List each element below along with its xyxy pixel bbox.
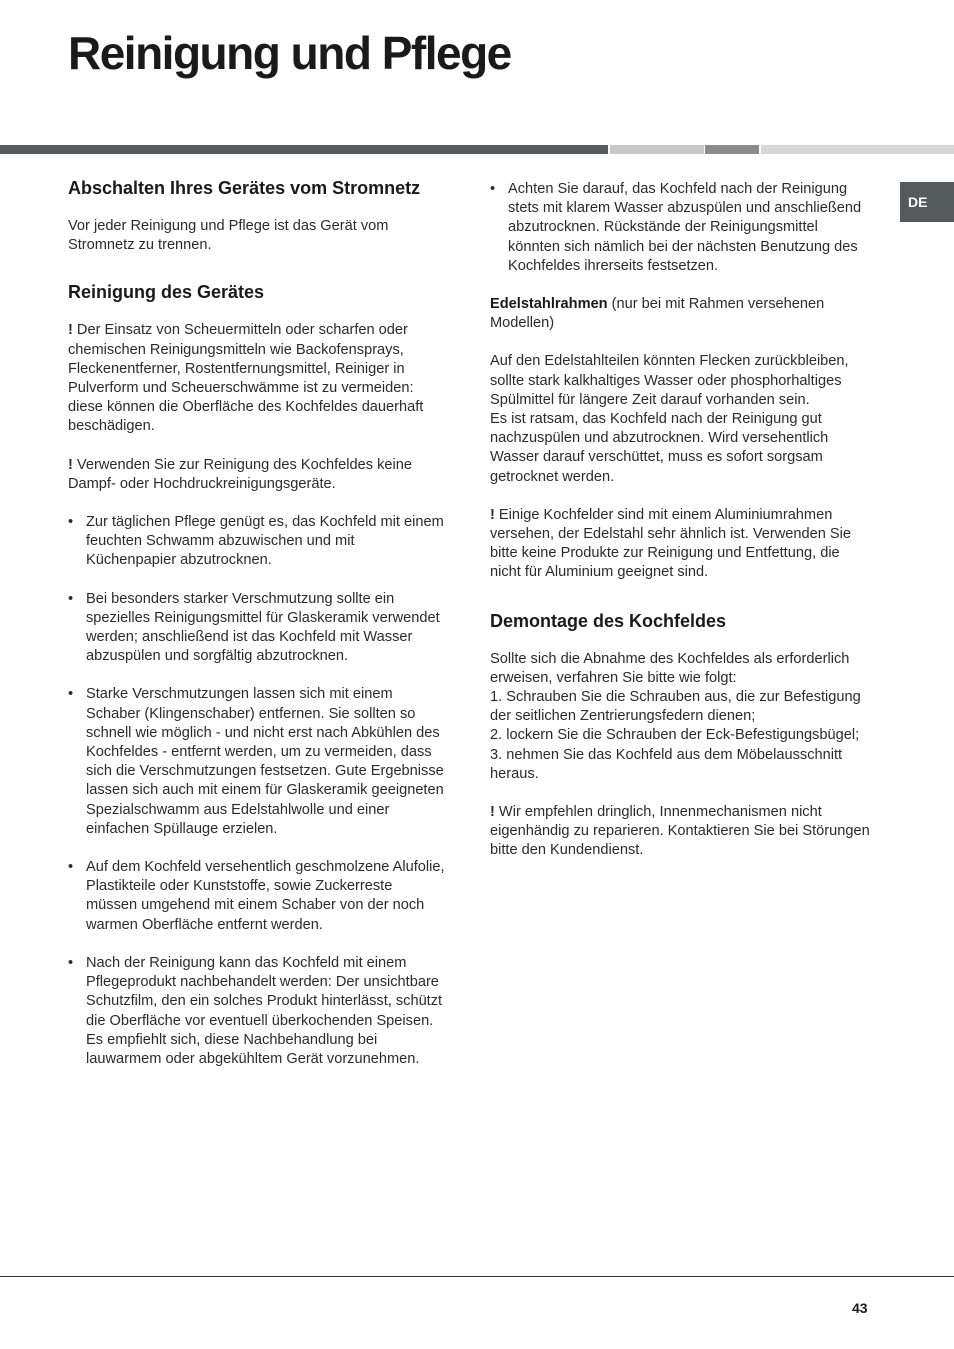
warning-icon: ! (490, 804, 495, 821)
list-item: • Achten Sie darauf, das Kochfeld nach der Reinigung stets mit klarem Wasser abzuspülen und anschließend abzutrocknen. Rückstände der Reinigungsmittel könnten sich nämlich bei der nächsten Benutzung des Kochfeldes ihrerseits festsetzen. (490, 180, 870, 276)
list-item: • Nach der Reinigung kann das Kochfeld mit einem Pflegeprodukt nachbehandelt werden: Der unsichtbare Schutzfilm, den ein solches Produkt hinterlässt, schützt die Oberfläche vor eventuell überkochenden Speisen. Es empfiehlt sich, diese Nachbehandlung bei lauwarmem oder abgekühltem Gerät vorzunehmen. (68, 954, 446, 1069)
language-tab: DE (900, 182, 954, 222)
warning-icon: ! (490, 506, 495, 523)
list-item: • Starke Verschmutzungen lassen sich mit einem Schaber (Klingenschaber) entfernen. Sie sollten so schnell wie möglich - und nicht erst nach Abkühlen des Kochfeldes - entfernt werden, um zu vermeiden, dass sich die Verschmutzungen festsetzen. Gute Ergebnisse lassen sich auch mit einem für Glaskeramik geeigneten Spezialschwamm aus Edelstahlwolle und einer einfachen Spüllauge erzielen. (68, 685, 446, 839)
footer-divider (0, 1276, 954, 1277)
removal-intro: Sollte sich die Abnahme des Kochfeldes als erforderlich erweisen, verfahren Sie bitte wie folgt: (490, 650, 850, 686)
section-heading-removal: Demontage des Kochfeldes (490, 610, 727, 631)
section-heading-cleaning: Reinigung des Gerätes (68, 282, 265, 303)
header-bar-light (610, 145, 704, 154)
stainless-text-2: Es ist ratsam, das Kochfeld nach der Reinigung gut nachzuspülen und abzutrocknen. Wird versehentlich Wasser darauf verschüttet, muss es sofort sorgsam getrocknet werden. (490, 411, 829, 485)
section-heading-power: Abschalten Ihres Gerätes vom Stromnetz (68, 178, 421, 198)
page-title: Reinigung und Pflege (68, 27, 511, 79)
power-text: Vor jeder Reinigung und Pflege ist das Gerät vom Stromnetz zu trennen. (68, 218, 389, 254)
warning-scouring: ! Der Einsatz von Scheuermitteln oder scharfen oder chemischen Reinigungsmitteln wie Backofensprays, Fleckenentferner, Rostentfernungsmittel, Reiniger in Pulverform und Scheuerschwämme ist zu vermeiden: diese können die Oberfläche des Kochfeldes dauerhaft beschädigen. (68, 322, 424, 435)
warning-repair: ! Wir empfehlen dringlich, Innenmechanismen nicht eigenhändig zu reparieren. Kontaktieren Sie bei Störungen bitte den Kundendienst. (490, 804, 870, 859)
removal-step-1: 1. Schrauben Sie die Schrauben aus, die zur Befestigung der seitlichen Zentrierungsfedern dienen; (490, 689, 861, 725)
list-item: • Zur täglichen Pflege genügt es, das Kochfeld mit einem feuchten Schwamm abzuwischen und mit Küchenpapier abzutrocknen. (68, 513, 446, 571)
header-bar-mid (705, 145, 759, 154)
stainless-text-1: Auf den Edelstahlteilen könnten Flecken zurückbleiben, sollte stark kalkhaltiges Wasser oder phosphorhaltiges Spülmittel für längere Zeit darauf vorhanden sein. (490, 353, 849, 408)
warning-icon: ! (68, 456, 73, 473)
removal-step-2: 2. lockern Sie die Schrauben der Eck-Befestigungsbügel; (490, 727, 860, 744)
cleaning-list-continued (490, 180, 870, 276)
header-bar-lighter (761, 145, 954, 154)
cleaning-list (68, 513, 446, 1069)
list-item: • Bei besonders starker Verschmutzung sollte ein spezielles Reinigungsmittel für Glaskeramik verwendet werden; anschließend ist das Kochfeld mit Wasser abzuspülen und sorgfältig abzutrocknen. (68, 590, 446, 667)
warning-aluminium: ! Einige Kochfelder sind mit einem Aluminiumrahmen versehen, der Edelstahl sehr ähnlich ist. Verwenden Sie bitte keine Produkte zur Reinigung und Entfettung, die nicht für Aluminium geeignet sind. (490, 506, 852, 581)
warning-steam: ! Verwenden Sie zur Reinigung des Kochfeldes keine Dampf- oder Hochdruckreinigungsgeräte. (68, 456, 412, 492)
left-column (68, 178, 446, 1069)
list-item: • Auf dem Kochfeld versehentlich geschmolzene Alufolie, Plastikteile oder Kunststoffe, sowie Zuckerreste müssen umgehend mit einem Schaber von der noch warmen Oberfläche entfernt werden. (68, 858, 446, 935)
stainless-frame-heading: Edelstahlrahmen (nur bei mit Rahmen versehenen Modellen) (490, 296, 825, 332)
page-number: 43 (852, 1300, 868, 1316)
header-bar-dark (0, 145, 608, 154)
removal-step-3: 3. nehmen Sie das Kochfeld aus dem Möbelausschnitt heraus. (490, 746, 843, 782)
warning-icon: ! (68, 322, 73, 339)
right-column (490, 180, 870, 861)
